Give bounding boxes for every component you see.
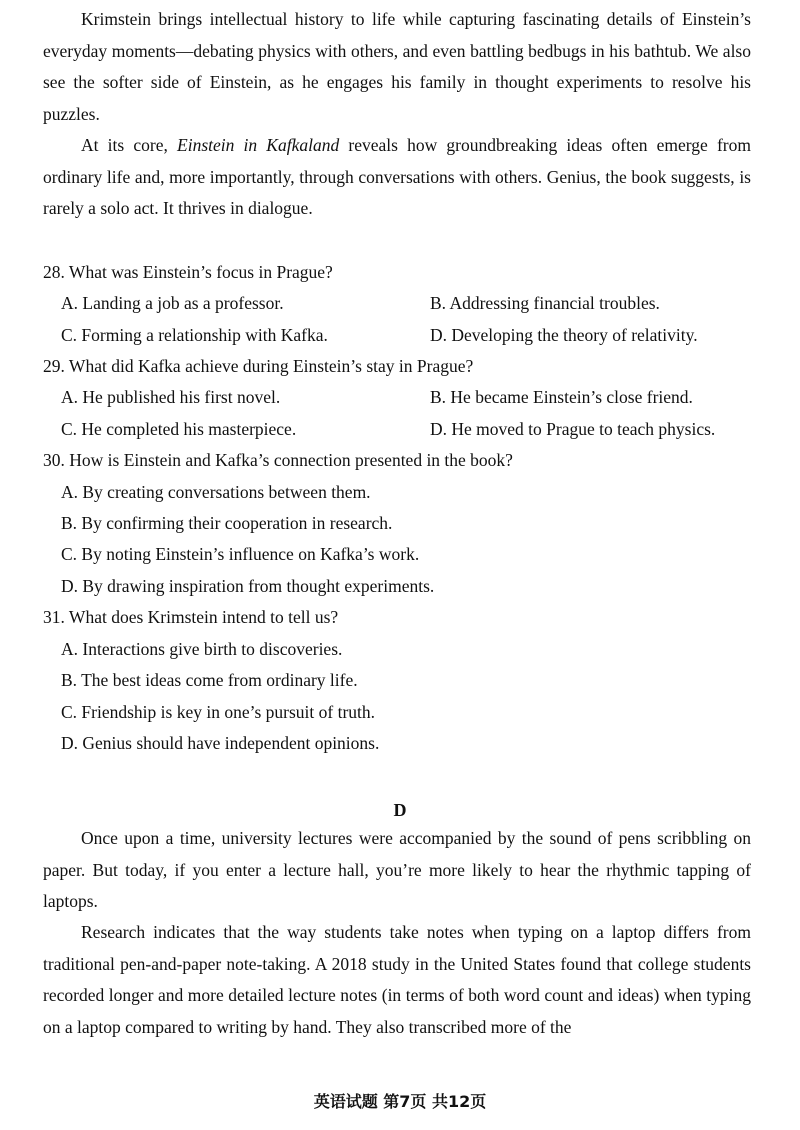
question-28-option-b[interactable]: B. Addressing financial troubles. <box>430 293 660 313</box>
passage-d-paragraph-1: Once upon a time, university lectures were accompanied by the sound of pens scribbling on paper. But today, if you enter a lecture hall, you’re more likely to hear the rhythmic tapping of laptops. <box>43 828 751 911</box>
passage-d-paragraph-2: Research indicates that the way students take notes when typing on a laptop differs from traditional pen-and-paper note-taking. A 2018 study in the United States found that college students recorded longer and more detailed lecture notes (in terms of both word count and ideas) when typing on a laptop compared to writing by hand. They also transcribed more of the <box>43 922 751 1037</box>
question-30-stem: 30. How is Einstein and Kafka’s connection presented in the book? <box>43 450 513 470</box>
question-30-option-a[interactable]: A. By creating conversations between them. <box>61 482 371 502</box>
question-31-stem: 31. What does Krimstein intend to tell us? <box>43 607 339 627</box>
question-30-option-c[interactable]: C. By noting Einstein’s influence on Kafka’s work. <box>61 544 420 564</box>
question-28-option-c[interactable]: C. Forming a relationship with Kafka. <box>61 325 328 345</box>
page-footer: 英语试题 第7页 共12页 <box>313 1092 487 1111</box>
paragraph-2-rest: reveals how groundbreaking ideas often emerge from ordinary life and, more importantly, through conversations with others. Genius, the book suggests, is rarely a solo act. It thrives in dialogue. <box>43 135 751 218</box>
question-28-option-a[interactable]: A. Landing a job as a professor. <box>61 293 284 313</box>
question-31-option-a[interactable]: A. Interactions give birth to discoveries. <box>61 639 343 659</box>
question-31-option-b[interactable]: B. The best ideas come from ordinary life. <box>61 670 358 690</box>
question-29-option-a[interactable]: A. He published his first novel. <box>61 387 281 407</box>
paragraph-2-lead: At its core, <box>81 135 178 155</box>
question-30-option-d[interactable]: D. By drawing inspiration from thought experiments. <box>61 576 435 596</box>
question-30-option-b[interactable]: B. By confirming their cooperation in research. <box>61 513 393 533</box>
passage-c-paragraph-1: Krimstein brings intellectual history to life while capturing fascinating details of Einstein’s everyday moments—debating physics with others, and even battling bedbugs in his bathtub. We also see the softer side of Einstein, as he engages his family in thought experiments to resolve his puzzles. <box>43 9 751 124</box>
section-d-heading: D <box>393 800 407 820</box>
question-29-stem: 29. What did Kafka achieve during Einstein’s stay in Prague? <box>43 356 474 376</box>
question-31-option-d[interactable]: D. Genius should have independent opinions. <box>61 733 380 753</box>
question-29-option-c[interactable]: C. He completed his masterpiece. <box>61 419 297 439</box>
question-28-option-d[interactable]: D. Developing the theory of relativity. <box>430 325 698 345</box>
passage-c-paragraph-2 <box>43 130 751 225</box>
question-31-option-c[interactable]: C. Friendship is key in one’s pursuit of truth. <box>61 702 376 722</box>
book-title: Einstein in Kafkaland <box>177 135 340 155</box>
question-28-stem: 28. What was Einstein’s focus in Prague? <box>43 262 333 282</box>
question-29-option-d[interactable]: D. He moved to Prague to teach physics. <box>430 419 716 439</box>
question-29-option-b[interactable]: B. He became Einstein’s close friend. <box>430 387 693 407</box>
